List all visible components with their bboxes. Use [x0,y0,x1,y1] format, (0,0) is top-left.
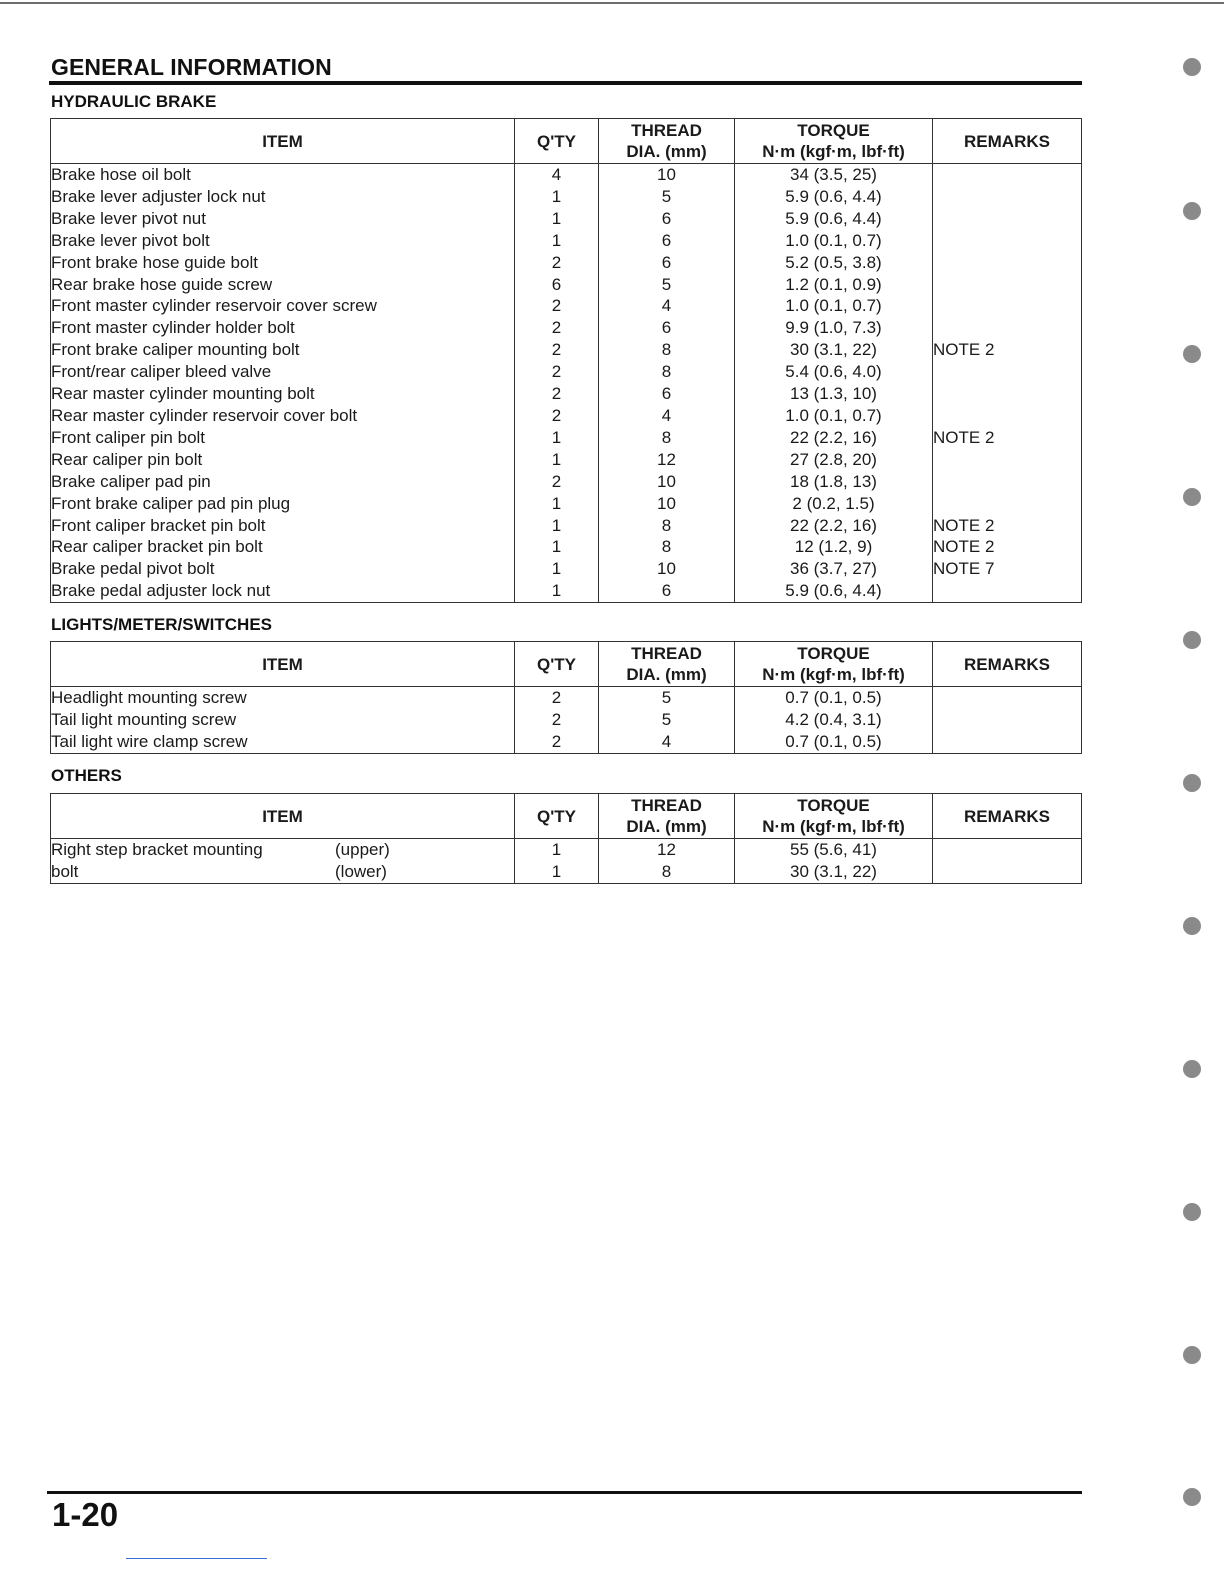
cell-torque: 9.9 (1.0, 7.3) [735,317,933,339]
header-torque [735,642,933,687]
header-thread-line1: THREAD [631,796,702,815]
cell-qty: 2 [515,361,599,383]
cell-remarks [933,383,1082,405]
header-torque-line1: TORQUE [797,121,870,140]
cell-remarks: NOTE 7 [933,558,1082,580]
header-thread [599,642,735,687]
cell-torque: 55 (5.6, 41) [735,839,933,861]
cell-item: Brake hose oil bolt [51,164,515,186]
cell-remarks: NOTE 2 [933,536,1082,558]
header-remarks: REMARKS [933,119,1082,164]
item-position: (upper) [335,840,390,859]
cell-thread: 5 [599,687,735,709]
cell-qty: 1 [515,580,599,602]
table-row [51,709,1082,731]
cell-item: Brake pedal pivot bolt [51,558,515,580]
cell-remarks: NOTE 2 [933,515,1082,537]
cell-thread: 6 [599,252,735,274]
cell-item: Rear master cylinder mounting bolt [51,383,515,405]
cell-qty: 1 [515,449,599,471]
cell-remarks: NOTE 2 [933,427,1082,449]
cell-thread: 4 [599,405,735,427]
table-row [51,861,1082,883]
section-title-hydraulic-brake: HYDRAULIC BRAKE [51,92,217,111]
table-row [51,208,1082,230]
header-qty: Q'TY [515,119,599,164]
cell-torque: 30 (3.1, 22) [735,339,933,361]
cell-qty: 2 [515,709,599,731]
item-text: bolt [51,861,79,881]
cell-thread: 5 [599,186,735,208]
cell-torque: 1.0 (0.1, 0.7) [735,295,933,317]
cell-qty: 1 [515,427,599,449]
cell-thread: 8 [599,536,735,558]
cell-torque: 0.7 (0.1, 0.5) [735,731,933,753]
table-row [51,405,1082,427]
cell-remarks [933,580,1082,602]
footer-link-underline [126,1558,267,1559]
cell-thread: 6 [599,208,735,230]
cell-remarks [933,230,1082,252]
cell-torque: 1.0 (0.1, 0.7) [735,405,933,427]
table-row [51,515,1082,537]
cell-remarks [933,295,1082,317]
cell-thread: 4 [599,295,735,317]
cell-item: Rear caliper pin bolt [51,449,515,471]
cell-thread: 6 [599,580,735,602]
cell-item: Rear brake hose guide screw [51,274,515,296]
cell-qty: 2 [515,471,599,493]
cell-item: Rear master cylinder reservoir cover bolt [51,405,515,427]
header-torque [735,794,933,839]
cell-thread: 5 [599,274,735,296]
cell-torque: 5.2 (0.5, 3.8) [735,252,933,274]
cell-thread: 5 [599,709,735,731]
punch-hole-marker [1183,774,1201,792]
table-header-row [51,794,1082,839]
cell-torque: 34 (3.5, 25) [735,164,933,186]
cell-torque: 13 (1.3, 10) [735,383,933,405]
cell-remarks [933,709,1082,731]
cell-thread: 8 [599,339,735,361]
cell-remarks [933,274,1082,296]
cell-torque: 27 (2.8, 20) [735,449,933,471]
cell-qty: 2 [515,383,599,405]
table-header-row [51,642,1082,687]
section-title-others: OTHERS [51,766,122,785]
cell-item: Front brake caliper pad pin plug [51,493,515,515]
cell-item: Front brake caliper mounting bolt [51,339,515,361]
header-torque-line2: N·m (kgf·m, lbf·ft) [762,142,905,161]
punch-hole-marker [1183,202,1201,220]
cell-torque: 5.9 (0.6, 4.4) [735,186,933,208]
cell-torque: 5.9 (0.6, 4.4) [735,580,933,602]
cell-qty: 2 [515,731,599,753]
cell-thread: 8 [599,361,735,383]
item-position: (lower) [335,861,387,881]
cell-item [51,839,515,861]
header-thread-line2: DIA. (mm) [626,142,707,161]
cell-qty: 1 [515,839,599,861]
cell-thread: 6 [599,383,735,405]
header-thread [599,119,735,164]
cell-item [51,861,515,883]
header-thread-line1: THREAD [631,644,702,663]
table-row [51,295,1082,317]
table-row [51,449,1082,471]
cell-qty: 6 [515,274,599,296]
cell-thread: 8 [599,861,735,883]
title-rule [49,81,1082,85]
cell-thread: 12 [599,449,735,471]
cell-torque: 22 (2.2, 16) [735,427,933,449]
cell-torque: 12 (1.2, 9) [735,536,933,558]
cell-qty: 1 [515,861,599,883]
cell-torque: 5.4 (0.6, 4.0) [735,361,933,383]
table-row [51,687,1082,709]
cell-remarks [933,471,1082,493]
table-row [51,230,1082,252]
header-item: ITEM [51,642,515,687]
header-torque [735,119,933,164]
header-remarks: REMARKS [933,794,1082,839]
header-thread-line2: DIA. (mm) [626,817,707,836]
header-torque-line1: TORQUE [797,644,870,663]
cell-item: Rear caliper bracket pin bolt [51,536,515,558]
cell-qty: 1 [515,536,599,558]
item-with-position [51,839,514,861]
header-torque-line2: N·m (kgf·m, lbf·ft) [762,665,905,684]
table-row [51,580,1082,602]
cell-item: Headlight mounting screw [51,687,515,709]
cell-remarks [933,687,1082,709]
punch-hole-marker [1183,917,1201,935]
section-title-lights: LIGHTS/METER/SWITCHES [51,615,272,634]
table-row [51,317,1082,339]
table-row [51,164,1082,186]
table-row [51,558,1082,580]
cell-torque: 4.2 (0.4, 3.1) [735,709,933,731]
page-title: GENERAL INFORMATION [51,54,332,80]
cell-thread: 8 [599,427,735,449]
cell-qty: 2 [515,317,599,339]
footer-rule [47,1491,1082,1494]
punch-hole-marker [1183,631,1201,649]
header-torque-line1: TORQUE [797,796,870,815]
cell-item: Front master cylinder reservoir cover screw [51,295,515,317]
table-row [51,361,1082,383]
cell-remarks [933,317,1082,339]
cell-qty: 2 [515,405,599,427]
header-thread [599,794,735,839]
cell-remarks [933,186,1082,208]
cell-remarks [933,861,1082,883]
cell-thread: 6 [599,317,735,339]
cell-qty: 1 [515,515,599,537]
cell-thread: 4 [599,731,735,753]
cell-item: Brake caliper pad pin [51,471,515,493]
others-table [50,793,1082,884]
cell-item: Brake pedal adjuster lock nut [51,580,515,602]
cell-qty: 2 [515,252,599,274]
cell-item: Brake lever adjuster lock nut [51,186,515,208]
cell-item: Front master cylinder holder bolt [51,317,515,339]
cell-remarks [933,361,1082,383]
cell-item: Brake lever pivot nut [51,208,515,230]
cell-qty: 4 [515,164,599,186]
cell-torque: 1.0 (0.1, 0.7) [735,230,933,252]
header-item: ITEM [51,794,515,839]
header-qty: Q'TY [515,794,599,839]
table-row [51,839,1082,861]
table-row [51,383,1082,405]
cell-thread: 10 [599,558,735,580]
punch-hole-marker [1183,1203,1201,1221]
cell-item: Brake lever pivot bolt [51,230,515,252]
header-item: ITEM [51,119,515,164]
cell-item: Tail light mounting screw [51,709,515,731]
punch-hole-marker [1183,1346,1201,1364]
cell-qty: 1 [515,558,599,580]
item-with-position [51,861,514,883]
cell-torque: 22 (2.2, 16) [735,515,933,537]
cell-thread: 10 [599,493,735,515]
cell-remarks [933,731,1082,753]
cell-torque: 2 (0.2, 1.5) [735,493,933,515]
cell-torque: 36 (3.7, 27) [735,558,933,580]
header-thread-line1: THREAD [631,121,702,140]
table-row [51,731,1082,753]
cell-torque: 30 (3.1, 22) [735,861,933,883]
cell-thread: 12 [599,839,735,861]
cell-item: Front brake hose guide bolt [51,252,515,274]
cell-torque: 0.7 (0.1, 0.5) [735,687,933,709]
table-row [51,274,1082,296]
cell-remarks [933,252,1082,274]
lights-table [50,641,1082,754]
cell-torque: 1.2 (0.1, 0.9) [735,274,933,296]
cell-remarks [933,405,1082,427]
cell-item: Front caliper bracket pin bolt [51,515,515,537]
punch-hole-marker [1183,1488,1201,1506]
header-torque-line2: N·m (kgf·m, lbf·ft) [762,817,905,836]
cell-remarks [933,493,1082,515]
cell-qty: 1 [515,493,599,515]
punch-hole-marker [1183,488,1201,506]
table-header-row [51,119,1082,164]
cell-torque: 18 (1.8, 13) [735,471,933,493]
cell-qty: 1 [515,208,599,230]
cell-thread: 10 [599,471,735,493]
table-row [51,536,1082,558]
cell-qty: 2 [515,295,599,317]
table-row [51,493,1082,515]
punch-hole-marker [1183,1060,1201,1078]
cell-remarks [933,164,1082,186]
punch-hole-marker [1183,58,1201,76]
top-edge-rule [0,2,1224,4]
cell-torque: 5.9 (0.6, 4.4) [735,208,933,230]
cell-remarks [933,839,1082,861]
table-row [51,252,1082,274]
table-row [51,471,1082,493]
cell-item: Front caliper pin bolt [51,427,515,449]
cell-thread: 6 [599,230,735,252]
cell-remarks: NOTE 2 [933,339,1082,361]
cell-thread: 10 [599,164,735,186]
cell-qty: 2 [515,687,599,709]
cell-remarks [933,208,1082,230]
cell-item: Tail light wire clamp screw [51,731,515,753]
cell-item: Front/rear caliper bleed valve [51,361,515,383]
page-number: 1-20 [52,1496,119,1533]
item-text: Right step bracket mounting [51,840,263,859]
cell-qty: 2 [515,339,599,361]
header-thread-line2: DIA. (mm) [626,665,707,684]
header-remarks: REMARKS [933,642,1082,687]
cell-qty: 1 [515,230,599,252]
hydraulic-brake-table [50,118,1082,603]
table-row [51,186,1082,208]
punch-hole-marker [1183,345,1201,363]
table-row [51,427,1082,449]
cell-remarks [933,449,1082,471]
header-qty: Q'TY [515,642,599,687]
cell-qty: 1 [515,186,599,208]
cell-thread: 8 [599,515,735,537]
table-row [51,339,1082,361]
